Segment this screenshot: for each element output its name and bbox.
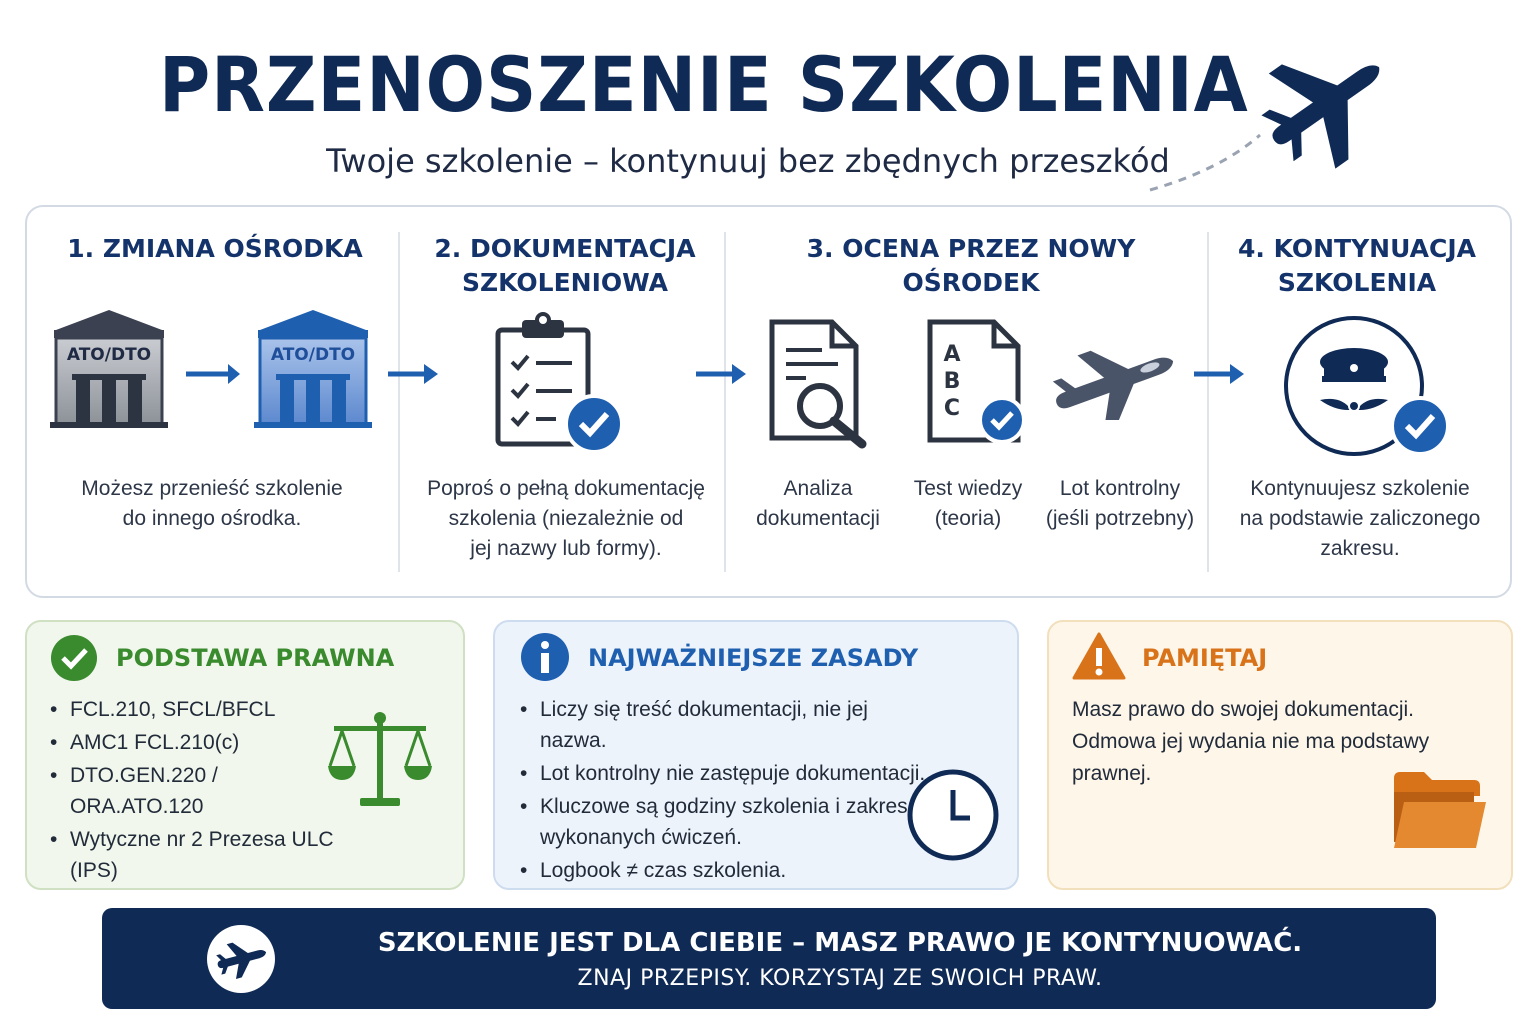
list-item bbox=[50, 824, 340, 886]
list-item-line: • FCL.210, SFCL/BFCL bbox=[70, 698, 276, 721]
step-title-line: 2. DOKUMENTACJA bbox=[434, 234, 696, 263]
step-divider bbox=[1207, 232, 1209, 572]
step-4-description bbox=[1220, 474, 1500, 564]
step-1-title bbox=[40, 232, 390, 266]
scales-of-justice-icon bbox=[326, 710, 434, 812]
step-title-line: 4. KONTYNUACJA bbox=[1238, 234, 1476, 263]
building-new-label: ATO/DTO bbox=[270, 345, 356, 365]
step-divider bbox=[724, 232, 726, 572]
pilot-cap-badge-icon bbox=[1282, 314, 1458, 460]
step-2-title bbox=[410, 232, 720, 300]
page-title: PRZENOSZENIE SZKOLENIA bbox=[158, 40, 1249, 129]
desc-line: zakresu. bbox=[1320, 537, 1400, 560]
desc-line: jej nazwy lub formy). bbox=[470, 537, 662, 560]
desc-line: (jeśli potrzebny) bbox=[1045, 507, 1195, 530]
list-item bbox=[520, 694, 940, 756]
abc-test-icon bbox=[922, 318, 1026, 448]
banner-subline: ZNAJ PRZEPISY. KORZYSTAJ ZE SWOICH PRAW. bbox=[577, 966, 1103, 991]
page-subtitle: Twoje szkolenie – kontynuuj bez zbędnych przeszkód bbox=[326, 142, 1170, 180]
list-item-line: • Logbook ≠ czas szkolenia. bbox=[540, 859, 787, 882]
test-letter: C bbox=[943, 396, 961, 421]
step-title-line: SZKOLENIA bbox=[1277, 268, 1437, 297]
test-letter: B bbox=[943, 369, 961, 394]
list-item-line: wykonanych ćwiczeń. bbox=[540, 826, 742, 849]
list-item bbox=[520, 791, 940, 853]
desc-line: do innego ośrodka. bbox=[122, 507, 302, 530]
desc-line: dokumentacji bbox=[756, 507, 880, 530]
test-letter: A bbox=[943, 342, 961, 367]
key-rules-list bbox=[520, 694, 940, 888]
info-icon bbox=[520, 632, 570, 682]
list-item bbox=[50, 727, 340, 758]
desc-line: Lot kontrolny bbox=[1059, 477, 1181, 500]
building-new-icon bbox=[254, 310, 372, 428]
banner-headline: SZKOLENIE JEST DLA CIEBIE – MASZ PRAWO JE KONTYNUOWAĆ. bbox=[377, 928, 1303, 958]
list-item-line: • AMC1 FCL.210(c) bbox=[70, 731, 240, 754]
sub-item-check-flight-label bbox=[1036, 474, 1204, 534]
desc-line: szkolenia (niezależnie od bbox=[448, 507, 684, 530]
arrow-right-icon bbox=[694, 360, 748, 388]
desc-line: Kontynuujesz szkolenie bbox=[1250, 477, 1470, 500]
airplane-icon bbox=[206, 924, 276, 994]
building-old-icon bbox=[50, 310, 168, 428]
list-item-line: (IPS) bbox=[70, 859, 118, 882]
check-circle-icon bbox=[50, 634, 98, 682]
desc-line: Test wiedzy bbox=[913, 477, 1023, 500]
step-1-description bbox=[42, 474, 382, 534]
remember-line: Odmowa jej wydania nie ma podstawy bbox=[1072, 730, 1430, 753]
desc-line: (teoria) bbox=[934, 507, 1002, 530]
warning-icon bbox=[1072, 632, 1126, 680]
key-rules-title: NAJWAŻNIEJSZE ZASADY bbox=[588, 644, 919, 672]
step-title-line: 1. ZMIANA OŚRODKA bbox=[67, 234, 363, 263]
desc-line: Możesz przenieść szkolenie bbox=[81, 477, 343, 500]
training-center-transfer-icon bbox=[48, 308, 378, 432]
legal-basis-list bbox=[50, 694, 340, 888]
sub-item-test-label bbox=[896, 474, 1040, 534]
folder-icon bbox=[1390, 768, 1488, 852]
building-old-label: ATO/DTO bbox=[66, 345, 152, 365]
step-divider bbox=[398, 232, 400, 572]
step-2-description bbox=[410, 474, 722, 564]
arrow-right-icon bbox=[386, 360, 440, 388]
step-3-title bbox=[736, 232, 1206, 300]
airplane-icon bbox=[1140, 50, 1390, 200]
list-item-line: • Kluczowe są godziny szkolenia i zakres bbox=[540, 795, 908, 818]
sub-item-analysis-label bbox=[740, 474, 896, 534]
list-item-line: ORA.ATO.120 bbox=[70, 795, 204, 818]
clipboard-checklist-icon bbox=[492, 312, 628, 454]
step-4-title bbox=[1212, 232, 1502, 300]
list-item bbox=[520, 758, 940, 789]
step-title-line: SZKOLENIOWA bbox=[462, 268, 668, 297]
legal-basis-title: PODSTAWA PRAWNA bbox=[116, 644, 395, 672]
clock-icon bbox=[906, 768, 1000, 862]
remember-line: Masz prawo do swojej dokumentacji. bbox=[1072, 698, 1414, 721]
list-item-line: • DTO.GEN.220 / bbox=[70, 764, 218, 787]
list-item-line: • Lot kontrolny nie zastępuje dokumentacji. bbox=[540, 762, 926, 785]
step-title-line: 3. OCENA PRZEZ NOWY OŚRODEK bbox=[806, 234, 1136, 297]
list-item bbox=[520, 855, 940, 886]
list-item bbox=[50, 694, 340, 725]
desc-line: na podstawie zaliczonego bbox=[1239, 507, 1481, 530]
list-item-line: • Liczy się treść dokumentacji, nie jej nazwa. bbox=[540, 698, 868, 752]
arrow-right-icon bbox=[1192, 360, 1246, 388]
footer-banner bbox=[102, 908, 1436, 1009]
list-item bbox=[50, 760, 340, 822]
desc-line: Poproś o pełną dokumentację bbox=[427, 477, 705, 500]
airplane-icon bbox=[1048, 346, 1178, 420]
desc-line: Analiza bbox=[783, 477, 853, 500]
document-search-icon bbox=[766, 318, 870, 450]
remember-line: prawnej. bbox=[1072, 762, 1152, 785]
remember-title: PAMIĘTAJ bbox=[1142, 644, 1268, 672]
list-item-line: • Wytyczne nr 2 Prezesa ULC bbox=[70, 828, 334, 851]
